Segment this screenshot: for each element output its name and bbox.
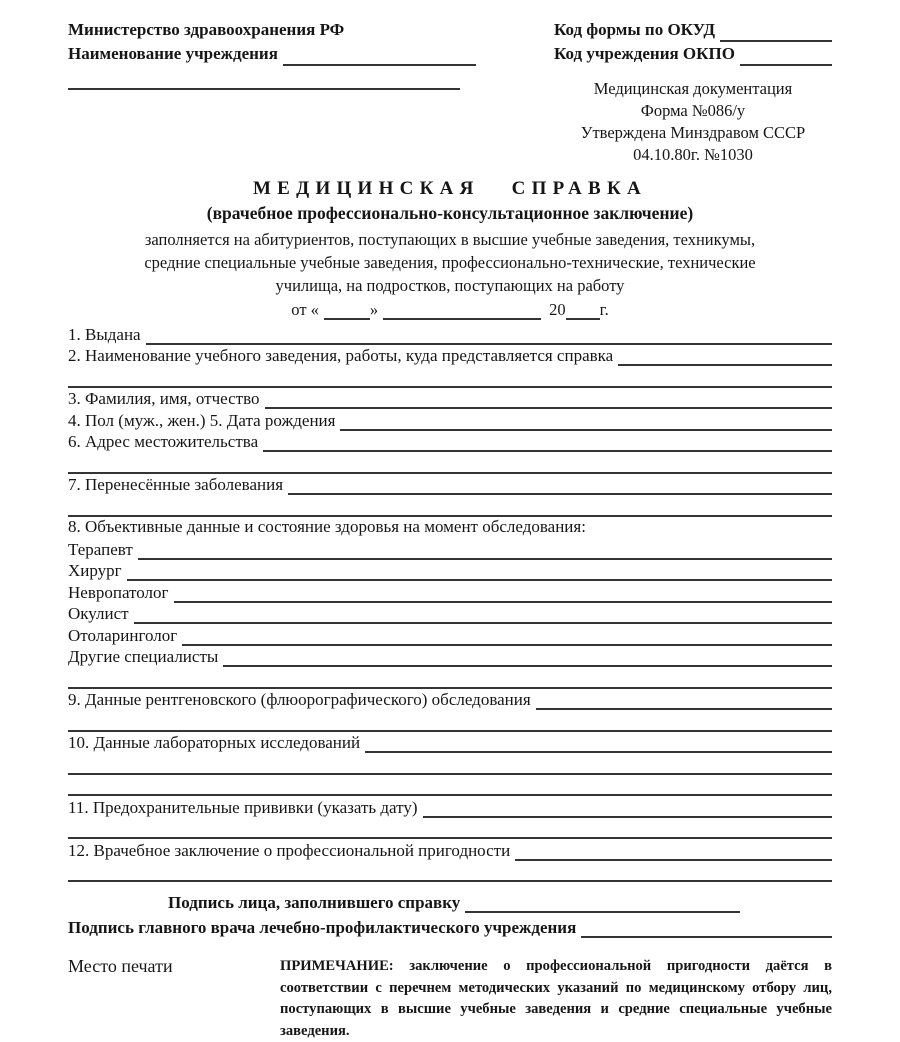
form-field-row <box>68 796 832 818</box>
form-field-row <box>68 345 832 367</box>
form-field-row <box>68 560 832 582</box>
form-field-row <box>68 624 832 646</box>
institution-label: Наименование учреждения <box>68 44 278 63</box>
form-field-row <box>68 323 832 345</box>
description-line: заполняется на абитуриентов, поступающих в высшие учебные заведения, техникумы, <box>144 230 756 249</box>
note-text: заключение о профессиональной пригодности даётся в соответствии с перечнем методических указаний по медицинскому отбору лиц, поступающих в высшие учебные заведения и средние специальные учебные заведения. <box>280 958 832 1039</box>
fill-line <box>174 585 833 603</box>
blank-fill-line-row <box>68 366 832 388</box>
field-label: 10. Данные лабораторных исследований <box>68 733 361 752</box>
form-field-row <box>68 409 832 431</box>
description-line: средние специальные учебные заведения, профессионально-технические, технические <box>144 253 756 272</box>
fill-line <box>68 864 832 882</box>
year-prefix: 20 <box>549 300 566 319</box>
institution-name-field <box>68 42 476 66</box>
seal-place-label: Место печати <box>68 956 173 976</box>
header-left-block <box>68 18 476 166</box>
fill-line <box>68 821 832 839</box>
signature-chief-label: Подпись главного врача лечебно-профилактического учреждения <box>68 918 577 937</box>
form-body <box>68 323 832 882</box>
field-label: 8. Объективные данные и состояние здоровья на момент обследования: <box>68 516 586 536</box>
date-field <box>68 297 832 320</box>
fill-line <box>340 413 832 431</box>
fill-line <box>536 692 832 710</box>
okud-label: Код формы по ОКУД <box>554 20 716 39</box>
field-label: 12. Врачебное заключение о профессиональной пригодности <box>68 840 511 860</box>
fill-line <box>283 48 476 66</box>
form-field-row <box>68 646 832 668</box>
section-heading <box>68 517 832 539</box>
field-label: 4. Пол (муж., жен.) 5. Дата рождения <box>68 410 336 430</box>
year-fill-line <box>566 302 600 320</box>
form-field-row <box>68 538 832 560</box>
signature-fill-line <box>581 920 832 938</box>
doc-info-block <box>554 78 832 166</box>
field-label: Хирург <box>68 561 122 580</box>
fill-line <box>68 499 832 517</box>
form-field-row <box>68 581 832 603</box>
field-label: Окулист <box>68 604 129 623</box>
doc-info-line: Форма №086/у <box>640 101 746 120</box>
signature-filler-label: Подпись лица, заполнившего справку <box>168 893 461 912</box>
fill-line <box>288 477 832 495</box>
field-label: Другие специалисты <box>68 647 219 666</box>
form-field-row <box>68 839 832 861</box>
doc-info-line: 04.10.80г. №1030 <box>633 145 753 164</box>
fill-line <box>720 24 832 42</box>
okpo-label: Код учреждения ОКПО <box>554 44 735 63</box>
signature-filler-row <box>68 889 832 913</box>
fill-line <box>263 434 832 452</box>
field-label: 9. Данные рентгеновского (флюорографического) обследования <box>68 690 531 709</box>
fill-line <box>68 370 832 388</box>
fill-line <box>740 48 832 66</box>
fill-line <box>618 348 832 366</box>
form-subtitle: (врачебное профессионально-консультационное заключение) <box>206 203 694 223</box>
field-label: 1. Выдана <box>68 324 141 344</box>
header-right-block <box>554 18 832 166</box>
blank-fill-line-row <box>68 495 832 517</box>
field-label: Невропатолог <box>68 582 169 602</box>
field-label: Терапевт <box>68 539 133 559</box>
fill-line <box>182 628 832 646</box>
signature-chief-row <box>68 914 832 938</box>
field-label: 6. Адрес местожительства <box>68 432 259 451</box>
form-description <box>68 228 832 297</box>
blank-fill-line-row <box>68 667 832 689</box>
form-field-row <box>68 732 832 754</box>
fill-line <box>138 542 832 560</box>
fill-line <box>68 671 832 689</box>
blank-fill-line-row <box>68 753 832 775</box>
doc-info-line: Утверждена Минздравом СССР <box>580 123 806 142</box>
form-footer <box>68 956 832 1042</box>
fill-line <box>423 800 833 818</box>
signature-fill-line <box>465 895 740 913</box>
day-fill-line <box>324 302 370 320</box>
date-prefix: от « <box>291 300 319 319</box>
blank-fill-line-row <box>68 452 832 474</box>
blank-fill-line-row <box>68 818 832 840</box>
field-label: 2. Наименование учебного заведения, работы, куда представляется справка <box>68 346 614 365</box>
fill-line <box>223 649 832 667</box>
form-title: МЕДИЦИНСКАЯ СПРАВКА <box>252 178 648 199</box>
fill-line <box>68 757 832 775</box>
fill-line <box>68 72 460 90</box>
form-field-row <box>68 388 832 410</box>
fill-line <box>134 606 832 624</box>
field-label: 3. Фамилия, имя, отчество <box>68 389 260 408</box>
field-label: Отоларинголог <box>68 625 178 645</box>
okpo-code-field <box>554 42 832 66</box>
note-block <box>280 956 832 1042</box>
fill-line <box>68 456 832 474</box>
blank-fill-line-row <box>68 861 832 883</box>
fill-line <box>68 778 832 796</box>
okud-code-field <box>554 18 832 42</box>
month-fill-line <box>383 302 541 320</box>
field-label: 7. Перенесённые заболевания <box>68 475 284 494</box>
fill-line <box>127 563 832 581</box>
form-field-row <box>68 603 832 625</box>
fill-line <box>365 735 832 753</box>
fill-line <box>68 714 832 732</box>
form-field-row <box>68 689 832 711</box>
note-label: ПРИМЕЧАНИЕ: <box>280 958 394 974</box>
fill-line <box>265 391 832 409</box>
year-suffix: г. <box>599 300 609 319</box>
field-label: 11. Предохранительные прививки (указать дату) <box>68 797 418 817</box>
description-line: училища, на подростков, поступающих на работу <box>275 276 625 295</box>
form-header <box>68 18 832 166</box>
institution-name-continuation-field <box>68 66 476 90</box>
doc-info-line: Медицинская документация <box>593 79 793 98</box>
blank-fill-line-row <box>68 775 832 797</box>
fill-line <box>146 327 832 345</box>
blank-fill-line-row <box>68 710 832 732</box>
date-closing-quote: » <box>369 300 379 319</box>
fill-line <box>515 843 832 861</box>
form-field-row <box>68 474 832 496</box>
ministry-line: Министерство здравоохранения РФ <box>68 20 345 39</box>
form-field-row <box>68 431 832 453</box>
